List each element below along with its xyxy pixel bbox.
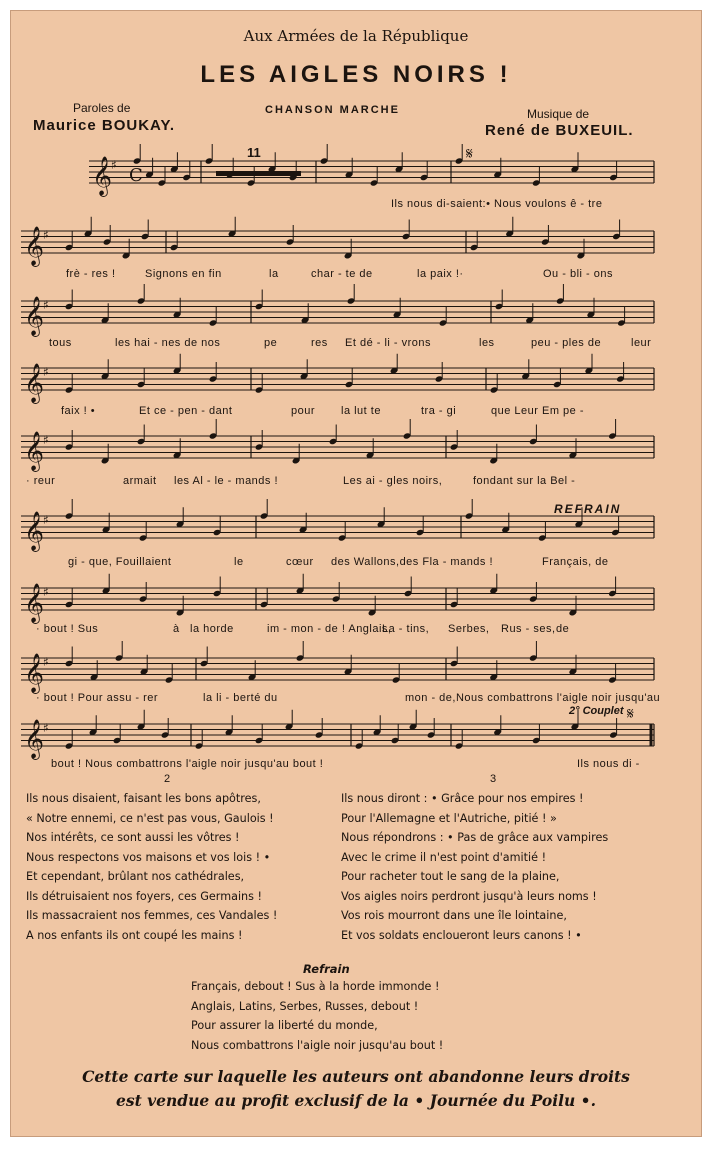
verse-line: Nous respectons vos maisons et vos lois ! •	[26, 850, 271, 864]
lyric-syllables: bout ! Nous combattrons l'aigle noir jusqu'au bout !	[51, 758, 324, 770]
refrain-line: Nous combattrons l'aigle noir jusqu'au bout !	[191, 1038, 444, 1052]
lyric-syllables: Les ai - gles noirs,	[343, 475, 443, 487]
lyric-syllables: à	[173, 623, 180, 635]
verse-3	[341, 789, 608, 945]
verse-line: Nos intérêts, ce sont aussi les vôtres !	[26, 831, 240, 844]
composer-label: Musique de	[527, 107, 590, 121]
verse-line: Ils nous disaient, faisant les bons apôtres,	[26, 792, 261, 805]
verse-3-number: 3	[490, 773, 497, 785]
refrain-line: Anglais, Latins, Serbes, Russes, debout !	[191, 999, 419, 1013]
lyric-syllables: Rus - ses,	[501, 623, 556, 635]
verse-line: Pour l'Allemagne et l'Autriche, pitié ! »	[341, 811, 557, 825]
lyric-syllables: Signons en fin	[145, 268, 222, 280]
lyric-syllables: tous	[49, 337, 72, 349]
key-sharp-icon: ♯	[43, 585, 49, 599]
verse-line: Vos aigles noirs perdront jusqu'à leurs noms !	[341, 889, 597, 903]
song-title: LES AIGLES NOIRS !	[200, 61, 512, 88]
lyric-syllables: la lut te	[341, 405, 381, 417]
treble-clef-icon: 𝄞	[24, 511, 45, 551]
lyric-syllables: gi - que, Fouillaient	[68, 556, 172, 568]
treble-clef-icon: 𝄞	[24, 583, 45, 623]
lyric-syllables: la paix !·	[417, 268, 464, 280]
segno-icon: 𝄋	[627, 704, 634, 723]
key-sharp-icon: ♯	[111, 158, 117, 172]
treble-clef-icon: 𝄞	[24, 226, 45, 266]
lyric-syllables: Et dé - li - vrons	[345, 337, 432, 349]
measure-rest-count: 11	[247, 145, 261, 160]
lyric-syllables: char - te de	[311, 268, 373, 280]
lyric-syllables: des Wallons,des Fla - mands !	[331, 556, 494, 568]
lyric-syllables: que Leur Em pe -	[491, 405, 584, 417]
key-sharp-icon: ♯	[43, 513, 49, 527]
lyric-syllables: · reur	[26, 475, 56, 487]
refrain-line: Pour assurer la liberté du monde,	[191, 1019, 378, 1032]
dedication: Aux Armées de la République	[243, 27, 469, 45]
lyric-syllables: frè - res !	[66, 268, 116, 280]
lyric-syllables: armait	[123, 475, 157, 487]
couplet-marker: 2° Couplet	[569, 705, 624, 717]
song-card	[10, 10, 702, 1137]
verse-line: Et vos soldats encloueront leurs canons ! •	[341, 928, 582, 942]
lyric-syllables: pe	[264, 337, 278, 349]
key-sharp-icon: ♯	[43, 365, 49, 379]
lyric-syllables: la li - berté du	[203, 692, 278, 704]
time-signature: C	[129, 165, 143, 186]
key-sharp-icon: ♯	[43, 721, 49, 735]
key-sharp-icon: ♯	[43, 228, 49, 242]
lyric-syllables: fondant sur la Bel -	[473, 475, 576, 487]
lyric-syllables: Ils nous di-saient:• Nous voulons ê - tre	[391, 198, 603, 210]
refrain-line: Français, debout ! Sus à la horde immonde !	[191, 980, 440, 993]
lyric-syllables: Ils nous di -	[577, 758, 640, 770]
lyric-syllables: Et ce - pen - dant	[139, 405, 233, 417]
lyric-syllables: faix ! •	[61, 405, 96, 417]
treble-clef-icon: 𝄞	[24, 296, 45, 336]
composer-name: René de BUXEUIL.	[485, 122, 634, 139]
verse-line: Pour racheter tout le sang de la plaine,	[341, 870, 560, 883]
key-sharp-icon: ♯	[43, 298, 49, 312]
key-sharp-icon: ♯	[43, 433, 49, 447]
verse-line: « Notre ennemi, ce n'est pas vous, Gaulois !	[26, 811, 274, 825]
verse-line: Avec le crime il n'est point d'amitié !	[341, 850, 547, 864]
lyric-syllables: les	[479, 337, 495, 349]
genre-label: CHANSON MARCHE	[265, 104, 400, 116]
verse-line: Vos rois mourront dans une île lointaine,	[341, 909, 567, 922]
lyric-syllables: · bout ! Sus	[36, 623, 99, 635]
lyric-syllables: im - mon - de ! Anglais,	[267, 623, 392, 635]
footer-line-1: Cette carte sur laquelle les auteurs ont abandonne leurs droits	[82, 1067, 630, 1086]
lyric-syllables: peu - ples de	[531, 337, 602, 349]
lyric-syllables: La - tins,	[382, 623, 430, 635]
lyric-syllables: · bout ! Pour assu - rer	[36, 692, 159, 704]
lyric-syllables: la	[269, 268, 279, 280]
treble-clef-icon: 𝄞	[24, 431, 45, 471]
lyric-syllables: Français, de	[542, 556, 609, 568]
lyric-syllables: Ou - bli - ons	[543, 268, 613, 280]
treble-clef-icon: 𝄞	[92, 156, 113, 196]
lyric-syllables: la horde	[190, 623, 234, 635]
key-sharp-icon: ♯	[43, 655, 49, 669]
music-score	[11, 11, 701, 771]
verse-2	[26, 789, 277, 945]
treble-clef-icon: 𝄞	[24, 363, 45, 403]
refrain-text	[191, 977, 443, 1055]
lyric-syllables: pour	[291, 405, 316, 417]
lyric-syllables: Serbes,	[448, 623, 490, 635]
verse-line: Et cependant, brûlant nos cathédrales,	[26, 870, 245, 883]
lyric-syllables: les hai - nes de nos	[115, 337, 221, 349]
footer-line-2: est vendue au profit exclusif de la • Journée du Poilu •.	[116, 1091, 596, 1110]
verse-line: Ils nous diront : • Grâce pour nos empires !	[341, 792, 584, 805]
lyric-syllables: leur	[631, 337, 652, 349]
segno-icon: 𝄋	[466, 144, 473, 163]
verse-line: Nous répondrons : • Pas de grâce aux vampires	[341, 831, 609, 844]
multi-measure-rest	[216, 171, 301, 176]
refrain-title: Refrain	[303, 962, 350, 976]
verse-line: Ils massacraient nos femmes, ces Vandales !	[26, 909, 278, 922]
lyric-syllables: de	[556, 623, 570, 635]
refrain-marker: REFRAIN	[554, 502, 622, 516]
verse-line: Ils détruisaient nos foyers, ces Germains !	[26, 889, 263, 903]
lyric-syllables: les Al - le - mands !	[174, 475, 279, 487]
lyricist-name: Maurice BOUKAY.	[33, 117, 175, 134]
treble-clef-icon: 𝄞	[24, 653, 45, 693]
lyric-syllables: res	[311, 337, 328, 349]
lyric-syllables: cœur	[286, 556, 314, 568]
treble-clef-icon: 𝄞	[24, 719, 45, 759]
verse-2-number: 2	[164, 773, 171, 785]
lyric-syllables: tra - gi	[421, 405, 457, 417]
lyricist-label: Paroles de	[73, 101, 131, 115]
lyric-syllables: mon - de,Nous combattrons l'aigle noir jusqu'au	[405, 692, 661, 704]
lyric-syllables: le	[234, 556, 244, 568]
verse-line: A nos enfants ils ont coupé les mains !	[26, 928, 243, 942]
